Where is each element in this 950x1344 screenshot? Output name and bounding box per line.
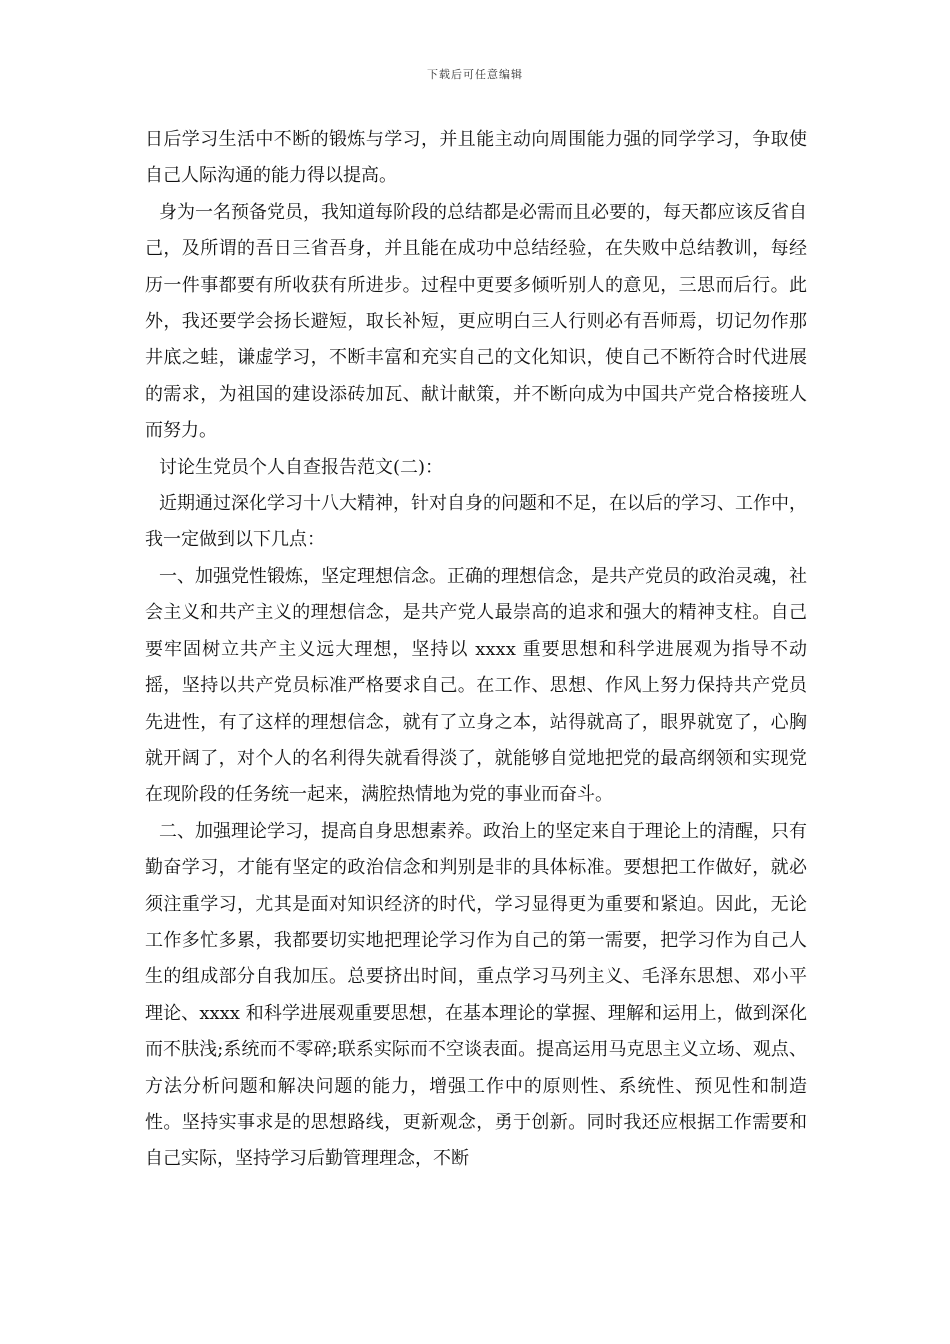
paragraph-intro: 近期通过深化学习十八大精神，针对自身的问题和不足，在以后的学习、工作中，我一定做到以下几点： — [145, 493, 807, 551]
paragraph-point-one: 一、加强党性锻炼，坚定理想信念。正确的理想信念，是共产党员的政治灵魂，社会主义和共产主义的理想信念，是共产党人最崇高的追求和强大的精神支柱。自己要牢固树立共产主义远大理想，坚持以 xxxx 重要思想和科学进展观为指导不动摇，坚持以共产党员标准严格要求自己。在工作、思想、作风上努力保持共产党员先进性，有了这样的理想信念，就有了立身之本，站得就高了，眼界就宽了，心胸就开阔了，对个人的名利得失就看得淡了，就能够自觉地把党的最高纲领和实现党在现阶段的任务统一起来，满腔热情地为党的事业而奋斗。 — [145, 565, 807, 806]
paragraph-reflection: 身为一名预备党员，我知道每阶段的总结都是必需而且必要的，每天都应该反省自己，及所谓的吾日三省吾身，并且能在成功中总结经验，在失败中总结教训，每经历一件事都要有所收获有所进步。过程中更要多倾听别人的意见，三思而后行。此外，我还要学会扬长避短，取长补短，更应明白三人行则必有吾师焉，切记勿作那井底之蛙，谦虚学习，不断丰富和充实自己的文化知识，使自己不断符合时代进展的需求，为祖国的建设添砖加瓦、献计献策，并不断向成为中国共产党合格接班人而努力。 — [145, 201, 807, 442]
paragraph-point-two: 二、加强理论学习，提高自身思想素养。政治上的坚定来自于理论上的清醒，只有勤奋学习，才能有坚定的政治信念和判别是非的具体标准。要想把工作做好，就必须注重学习，尤其是面对知识经济的时代，学习显得更为重要和紧迫。因此，无论工作多忙多累，我都要切实地把理论学习作为自己的第一需要，把学习作为自己人生的组成部分自我加压。总要挤出时间，重点学习马列主义、毛泽东思想、邓小平理论、xxxx 和科学进展观重要思想，在基本理论的掌握、理解和运用上，做到深化而不肤浅;系统而不零碎;联系实际而不空谈表面。提高运用马克思主义立场、观点、方法分析问题和解决问题的能力，增强工作中的原则性、系统性、预见性和制造性。坚持实事求是的思想路线，更新观念，勇于创新。同时我还应根据工作需要和自己实际，坚持学习后勤管理理念，不断 — [145, 820, 807, 1170]
paragraph-continuation: 日后学习生活中不断的锻炼与学习，并且能主动向周围能力强的同学学习，争取使自己人际沟通的能力得以提高。 — [145, 129, 807, 187]
document-body — [145, 122, 807, 1178]
section-heading: 讨论生党员个人自查报告范文(二)： — [159, 456, 444, 478]
page-header: 下载后可任意编辑 — [427, 68, 523, 81]
